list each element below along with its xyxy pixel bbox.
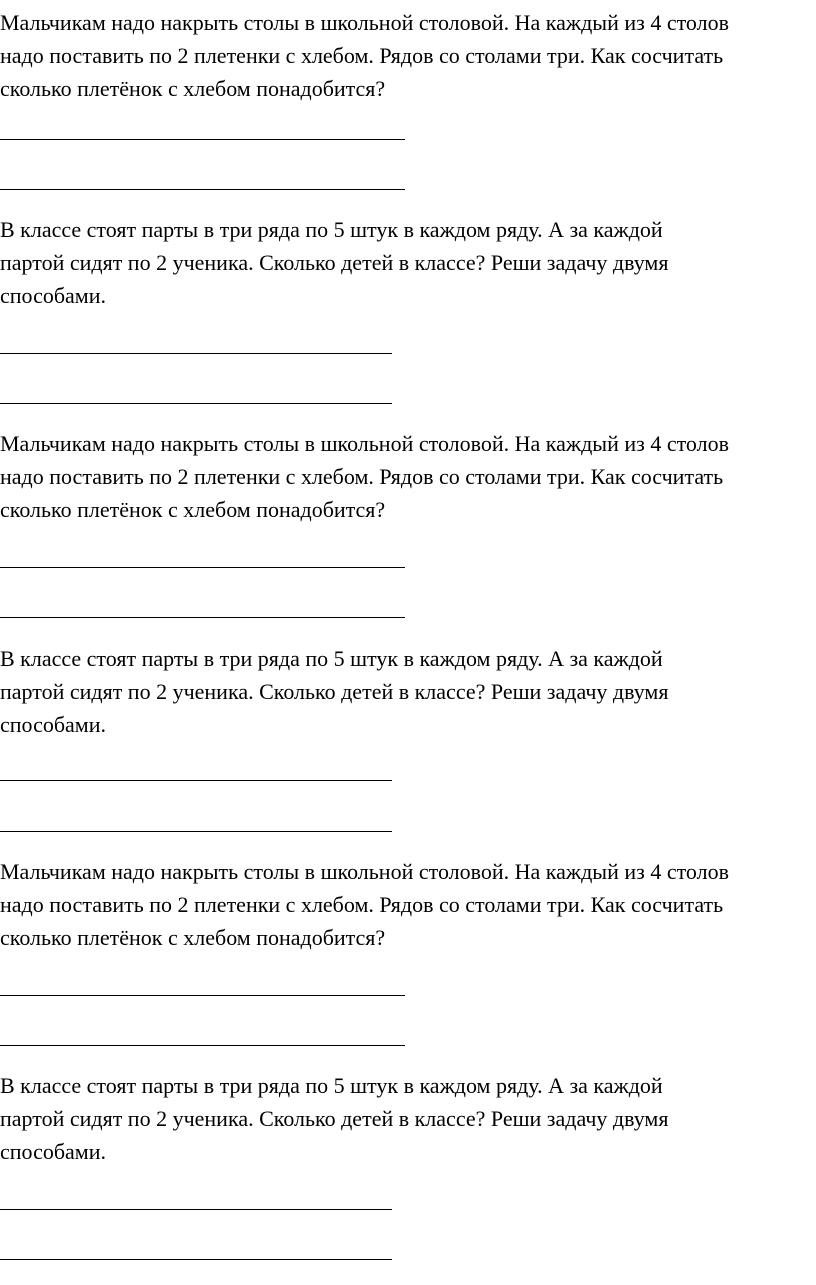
answer-line (0, 353, 392, 354)
answer-line (0, 139, 405, 140)
answer-line (0, 780, 392, 781)
answer-line (0, 617, 405, 618)
answer-line (0, 567, 405, 568)
task-text: Мальчикам надо накрыть столы в школьной столовой. На каждый из 4 столов надо поставить по 2 плетенки с хлебом. Рядов со столами три. Как сосчитать сколько плетёнок с хлебом понадобится? (0, 859, 729, 950)
answer-line (0, 189, 405, 190)
answer-line (0, 995, 405, 996)
task-text: Мальчикам надо накрыть столы в школьной столовой. На каждый из 4 столов надо поставить по 2 плетенки с хлебом. Рядов со столами три. Как сосчитать сколько плетёнок с хлебом понадобится? (0, 10, 729, 101)
task-desks (0, 213, 816, 312)
task-tables (0, 855, 816, 954)
task-text: Мальчикам надо накрыть столы в школьной столовой. На каждый из 4 столов надо поставить по 2 плетенки с хлебом. Рядов со столами три. Как сосчитать сколько плетёнок с хлебом понадобится? (0, 431, 729, 522)
task-text: В классе стоят парты в три ряда по 5 штук в каждом ряду. А за каждой партой сидят по 2 ученика. Сколько детей в классе? Реши задачу двумя способами. (0, 646, 669, 737)
answer-line (0, 1259, 392, 1260)
task-text: В классе стоят парты в три ряда по 5 штук в каждом ряду. А за каждой партой сидят по 2 ученика. Сколько детей в классе? Реши задачу двумя способами. (0, 217, 669, 308)
answer-line (0, 1209, 392, 1210)
task-desks (0, 642, 816, 741)
answer-line (0, 1045, 405, 1046)
answer-line (0, 403, 392, 404)
task-tables (0, 427, 816, 526)
task-desks (0, 1069, 816, 1168)
task-tables (0, 6, 816, 105)
answer-line (0, 831, 392, 832)
task-text: В классе стоят парты в три ряда по 5 штук в каждом ряду. А за каждой партой сидят по 2 ученика. Сколько детей в классе? Реши задачу двумя способами. (0, 1073, 669, 1164)
